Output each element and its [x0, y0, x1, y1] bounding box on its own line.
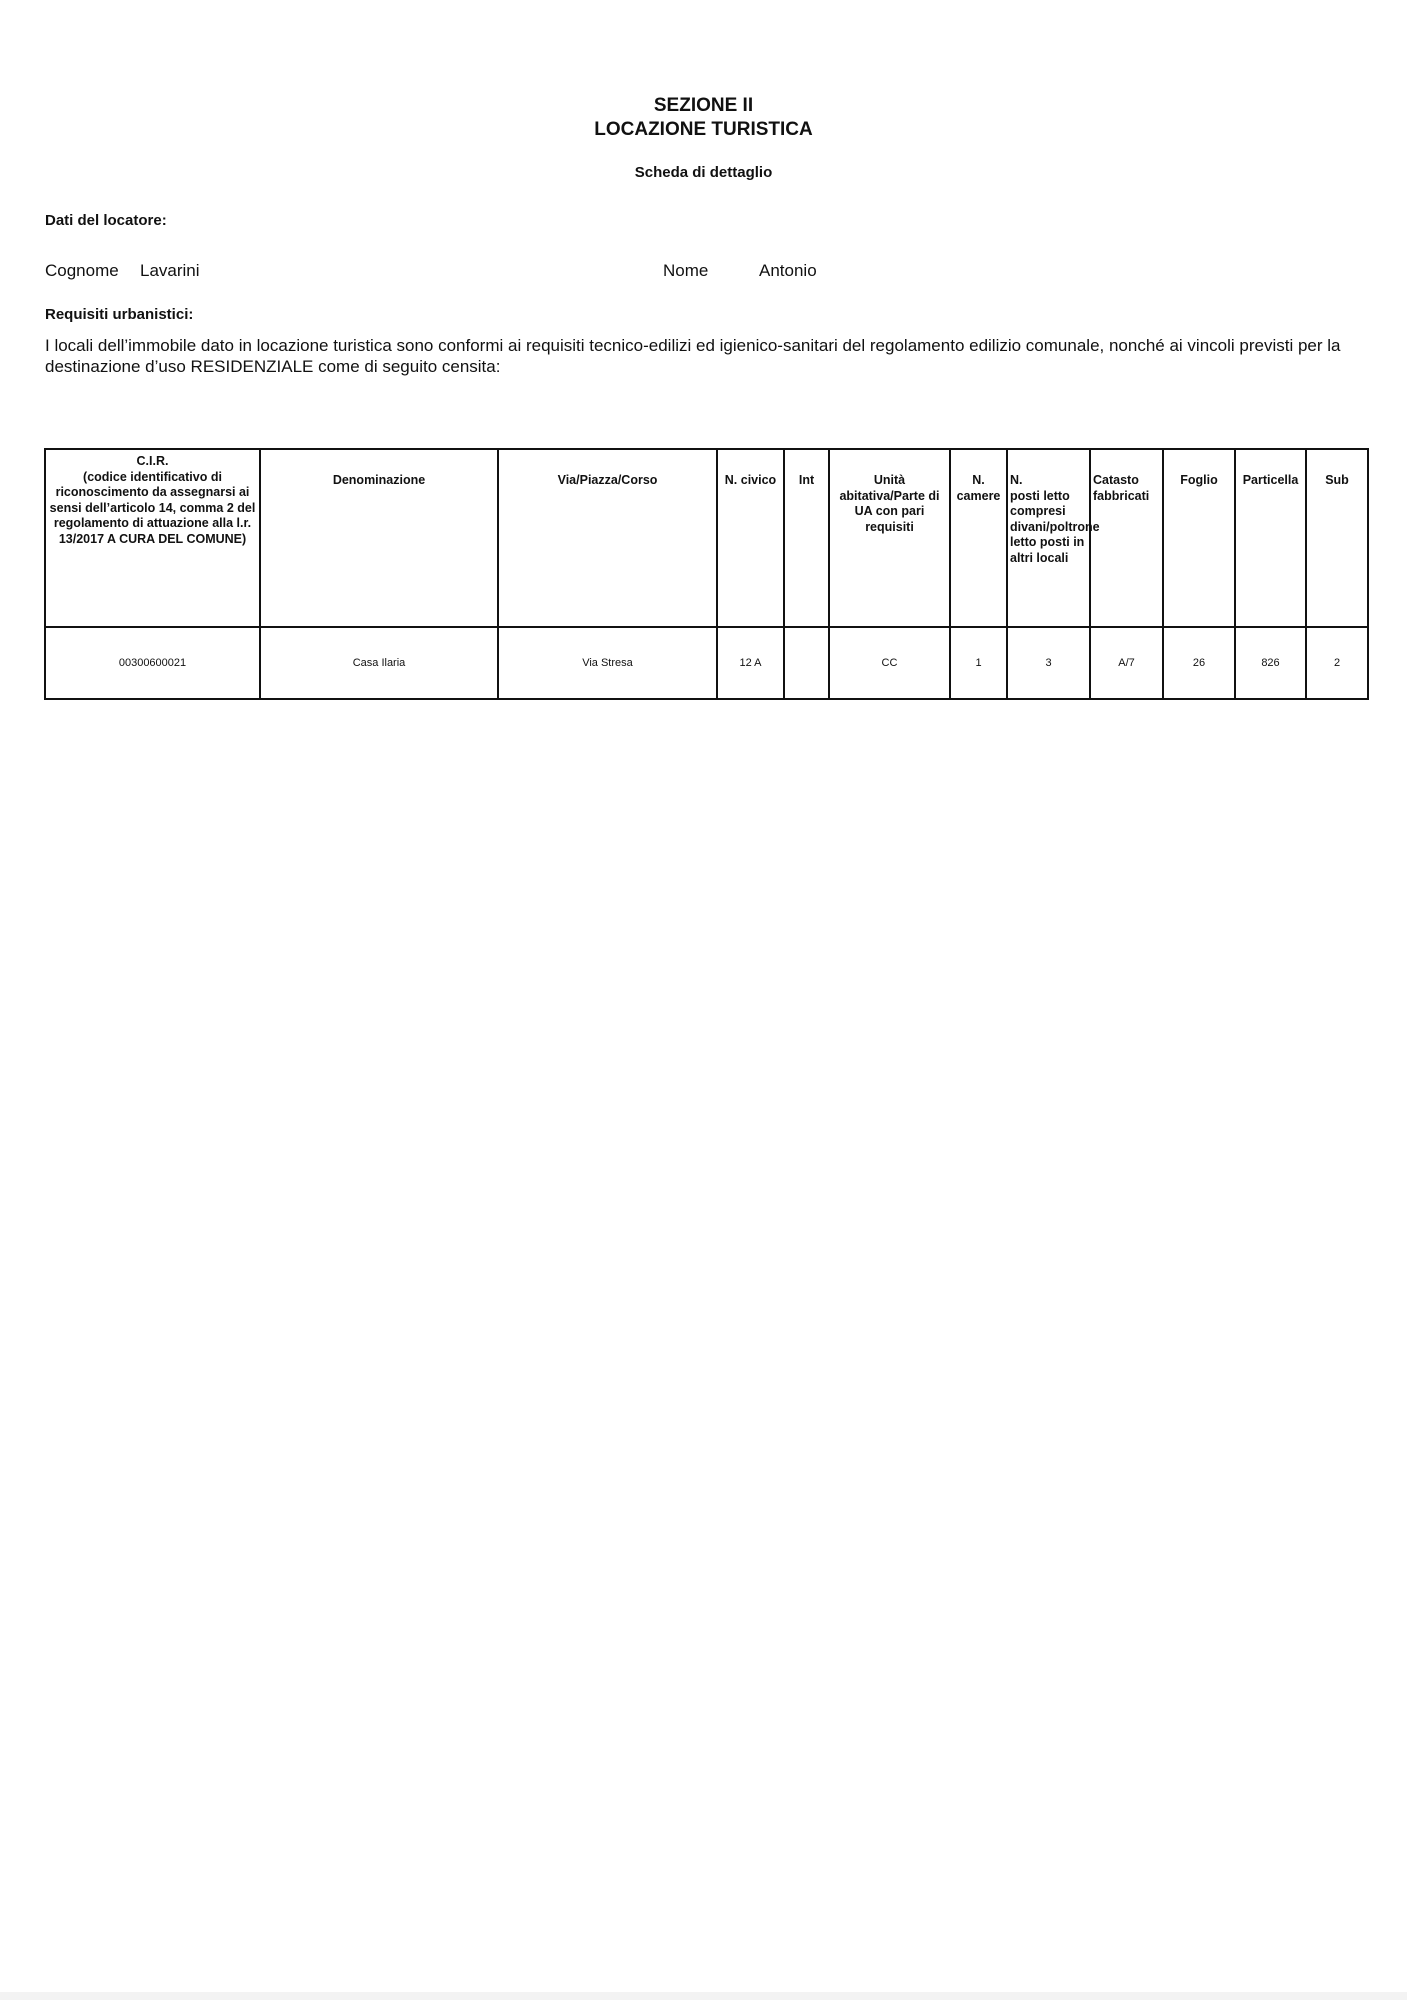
section-heading: SEZIONE II [653, 95, 754, 116]
header-catasto: Catasto fabbricati [1090, 449, 1163, 627]
locatore-heading: Dati del locatore: [45, 212, 167, 229]
cell-sub: 2 [1306, 627, 1368, 699]
cell-unita: CC [829, 627, 950, 699]
cell-via: Via Stresa [498, 627, 717, 699]
header-posti-letto: N. posti letto compresi divani/poltrone letto posti in altri locali [1007, 449, 1090, 627]
nome-value: Antonio [759, 261, 817, 280]
header-foglio: Foglio [1163, 449, 1235, 627]
requisiti-paragraph: I locali dell’immobile dato in locazione turistica sono conformi ai requisiti tecnico-edilizi ed igienico-sanitari del regolamento edilizio comunale, nonché ai vincoli previsti per la destinazione d’uso RESIDENZIALE come di seguito censita: [45, 336, 1341, 376]
table-header-row [45, 449, 1368, 627]
cognome-value: Lavarini [140, 261, 200, 280]
cell-posti-letto: 3 [1007, 627, 1090, 699]
document-title: LOCAZIONE TURISTICA [594, 119, 813, 140]
header-camere: N. camere [950, 449, 1007, 627]
requisiti-heading: Requisiti urbanistici: [45, 306, 194, 323]
header-cir: C.I.R. (codice identificativo di riconoscimento da assegnarsi ai sensi dell’articolo 14, comma 2 del regolamento di attuazione alla l.r. 13/2017 A CURA DEL COMUNE) [45, 449, 260, 627]
cell-catasto: A/7 [1090, 627, 1163, 699]
cell-denominazione: Casa Ilaria [260, 627, 498, 699]
cognome-label: Cognome [45, 261, 119, 280]
cell-civico: 12 A [717, 627, 784, 699]
header-denominazione: Denominazione [260, 449, 498, 627]
document-subtitle: Scheda di dettaglio [634, 164, 773, 181]
header-via: Via/Piazza/Corso [498, 449, 717, 627]
cell-camere: 1 [950, 627, 1007, 699]
nome-label: Nome [663, 261, 709, 280]
table-row [45, 627, 1368, 699]
cell-foglio: 26 [1163, 627, 1235, 699]
header-civico: N. civico [717, 449, 784, 627]
cell-cir: 00300600021 [45, 627, 260, 699]
page-bottom-edge [0, 1992, 1407, 2000]
header-int: Int [784, 449, 829, 627]
detail-table [44, 448, 1369, 700]
cell-particella: 826 [1235, 627, 1306, 699]
header-particella: Particella [1235, 449, 1306, 627]
header-unita: Unità abitativa/Parte di UA con pari requisiti [829, 449, 950, 627]
header-sub: Sub [1306, 449, 1368, 627]
cell-int [784, 627, 829, 699]
